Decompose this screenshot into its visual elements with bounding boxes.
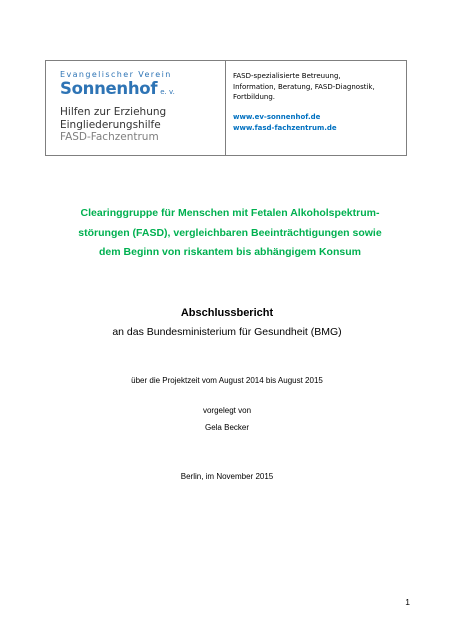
info-line: Fortbildung. [233, 93, 275, 101]
services-info [233, 71, 403, 134]
organization-line1: Evangelischer Verein [60, 70, 172, 79]
letterhead-divider [225, 60, 226, 156]
presented-by: vorgelegt von [202, 406, 252, 415]
title-line: Clearinggruppe für Menschen mit Fetalen Alkoholspektrum- [80, 207, 380, 219]
report-title: Abschlussbericht [180, 307, 274, 319]
division-eingliederung: Eingliederungshilfe [60, 118, 161, 131]
author-name: Gela Becker [204, 423, 250, 432]
division-list [60, 106, 220, 144]
website-link-fasd[interactable]: www.fasd-fachzentrum.de [233, 123, 337, 132]
info-line: FASD-spezialisierte Betreuung, [233, 72, 341, 80]
division-fasd: FASD-Fachzentrum [60, 131, 159, 143]
organization-suffix: e. v. [160, 88, 175, 96]
info-line: Information, Beratung, FASD-Diagnostik, [233, 82, 375, 91]
division-hilfen: Hilfen zur Erziehung [60, 106, 167, 118]
document-title [40, 204, 420, 263]
title-line: dem Beginn von riskantem bis abhängigem Konsum [99, 246, 361, 258]
website-link-sonnenhof[interactable]: www.ev-sonnenhof.de [233, 112, 321, 121]
organization-name-line [60, 80, 220, 101]
place-date: Berlin, im November 2015 [180, 472, 274, 481]
title-line: störungen (FASD), vergleichbaren Beeinträchtigungen sowie [78, 226, 382, 239]
report-subtitle: an das Bundesministerium für Gesundheit (BMG) [112, 326, 342, 338]
organization-logo [60, 70, 220, 144]
website-links [233, 112, 403, 134]
organization-name: Sonnenhof [60, 79, 158, 98]
project-period: über die Projektzeit vom August 2014 bis August 2015 [131, 376, 323, 385]
page-number: 1 [405, 597, 410, 607]
